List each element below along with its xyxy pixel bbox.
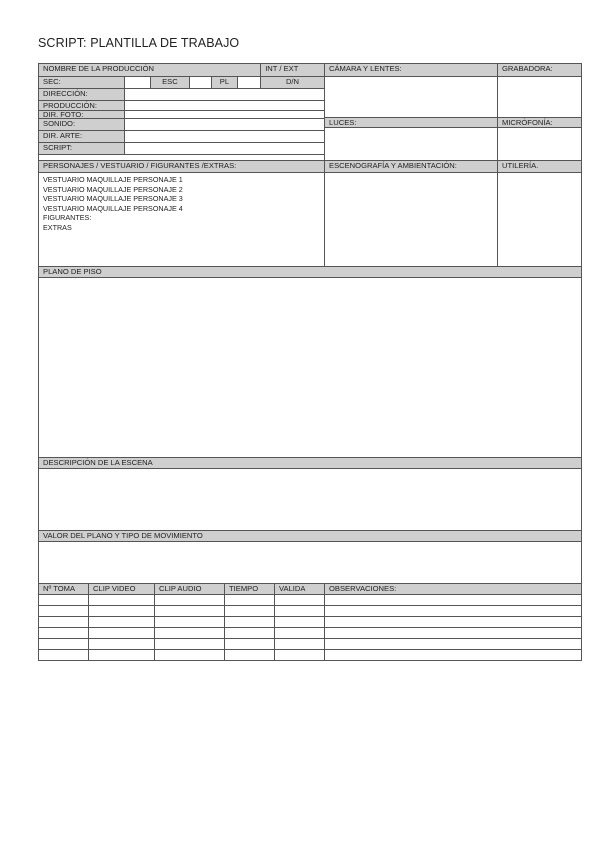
script-label: SCRIPT: (38, 142, 125, 155)
shot-value-label: VALOR DEL PLANO Y TIPO DE MOVIMIENTO (38, 530, 582, 542)
crew-block (38, 76, 582, 160)
sec-label: SEC: (38, 76, 125, 89)
pl-label: PL (211, 76, 238, 89)
shot-value-row (38, 541, 582, 583)
production-name-label: NOMBRE DE LA PRODUCCIÓN (38, 63, 261, 77)
time-header: TIEMPO (224, 583, 275, 595)
art-director-label: DIR. ARTE: (38, 130, 125, 143)
microphone-field[interactable] (497, 127, 582, 161)
scene-description-row (38, 468, 582, 530)
take-number-header: Nº TOMA (38, 583, 89, 595)
sound-field[interactable] (124, 118, 325, 131)
sec-field[interactable] (124, 76, 151, 89)
scene-description-field[interactable] (38, 468, 582, 531)
scenography-field[interactable] (324, 172, 498, 267)
valid-cell[interactable] (274, 649, 325, 661)
camera-lenses-field[interactable] (324, 76, 498, 118)
shot-value-field[interactable] (38, 541, 582, 584)
time-cell[interactable] (224, 649, 275, 661)
microphone-label: MICRÓFONÍA: (497, 117, 582, 128)
characters-label: PERSONAJES / VESTUARIO / FIGURANTES /EXTRAS: (38, 160, 325, 173)
clip-audio-header: CLIP AUDIO (154, 583, 225, 595)
characters-field[interactable] (38, 172, 325, 267)
art-director-field[interactable] (124, 130, 325, 143)
floor-plan-label: PLANO DE PISO (38, 266, 582, 278)
scene-description-label: DESCRIPCIÓN DE LA ESCENA (38, 457, 582, 469)
valid-header: VALIDA (274, 583, 325, 595)
int-ext-label: INT / EXT (260, 63, 325, 77)
photo-director-label: DIR. FOTO: (38, 110, 125, 119)
shot-value-header-row (38, 530, 582, 541)
character-item: VESTUARIO MAQUILLAJE PERSONAJE 3 (43, 194, 183, 204)
clip-video-cell[interactable] (88, 649, 155, 661)
table-row (38, 649, 582, 660)
direction-field[interactable] (124, 88, 325, 101)
section-body-row (38, 172, 582, 266)
character-item: VESTUARIO MAQUILLAJE PERSONAJE 2 (43, 184, 183, 194)
pl-field[interactable] (237, 76, 261, 89)
esc-label: ESC (150, 76, 190, 89)
takes-table-header (38, 583, 582, 594)
direction-label: DIRECCIÓN: (38, 88, 125, 101)
floor-plan-header-row (38, 266, 582, 277)
floor-plan-row (38, 277, 582, 457)
props-label: UTILERÍA. (497, 160, 582, 173)
esc-field[interactable] (189, 76, 212, 89)
observations-header: OBSERVACIONES: (324, 583, 582, 595)
recorder-field[interactable] (497, 76, 582, 118)
lights-label: LUCES: (324, 117, 498, 128)
scenography-label: ESCENOGRAFÍA Y AMBIENTACIÓN: (324, 160, 498, 173)
extras-item: EXTRAS (43, 222, 72, 232)
sound-label: SONIDO: (38, 118, 125, 131)
scene-description-header-row (38, 457, 582, 468)
recorder-label: GRABADORA: (497, 63, 582, 77)
table-row (38, 594, 582, 605)
props-field[interactable] (497, 172, 582, 267)
table-row (38, 627, 582, 638)
lights-field[interactable] (324, 127, 498, 161)
production-label: PRODUCCIÓN: (38, 100, 125, 111)
section-header-row (38, 160, 582, 172)
clip-audio-cell[interactable] (154, 649, 225, 661)
table-row (38, 638, 582, 649)
clip-video-header: CLIP VIDEO (88, 583, 155, 595)
character-item: VESTUARIO MAQUILLAJE PERSONAJE 4 (43, 203, 183, 213)
extras-item: FIGURANTES: (43, 213, 92, 223)
header-row-1 (38, 63, 582, 76)
character-item: VESTUARIO MAQUILLAJE PERSONAJE 1 (43, 175, 183, 184)
camera-lenses-label: CÁMARA Y LENTES: (324, 63, 498, 77)
dn-label: D/N (260, 76, 325, 89)
table-row (38, 616, 582, 627)
observations-cell[interactable] (324, 649, 582, 661)
take-number-cell[interactable] (38, 649, 89, 661)
script-field[interactable] (124, 142, 325, 155)
floor-plan-area[interactable] (38, 277, 582, 458)
work-template-form (38, 63, 582, 660)
table-row (38, 605, 582, 616)
page-title: SCRIPT: PLANTILLA DE TRABAJO (38, 36, 240, 50)
